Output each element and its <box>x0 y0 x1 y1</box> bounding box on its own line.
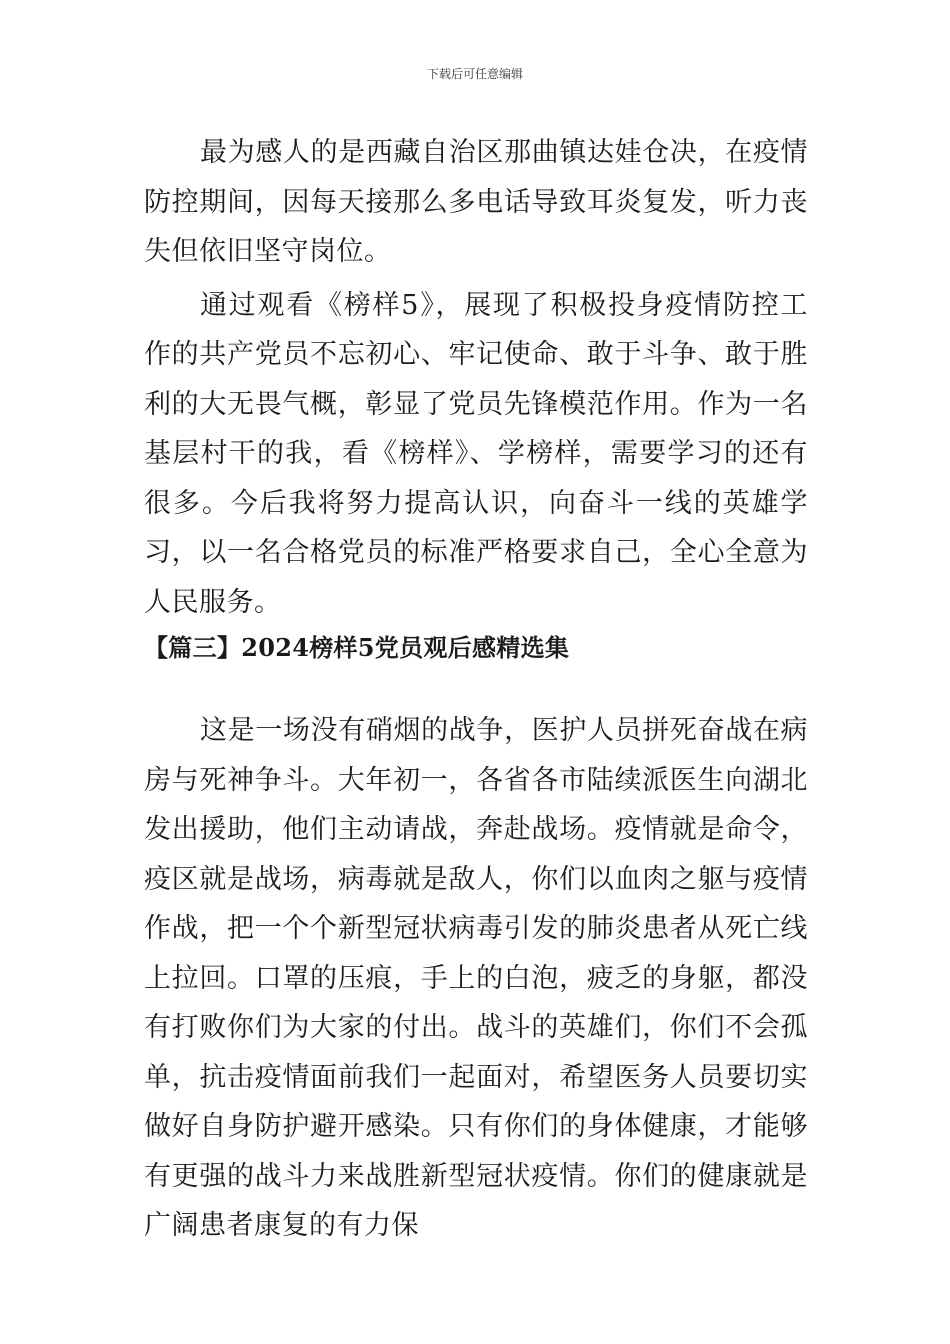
section-heading: 【篇三】2024榜样5党员观后感精选集 <box>144 633 570 662</box>
paragraph-1: 最为感人的是西藏自治区那曲镇达娃仓决，在疫情防控期间，因每天接那么多电话导致耳炎复发，听力丧失但依旧坚守岗位。 <box>144 137 808 267</box>
document-body <box>144 128 808 1241</box>
section-paragraph: 这是一场没有硝烟的战争，医护人员拼死奋战在病房与死神争斗。大年初一，各省各市陆续派医生向湖北发出援助，他们主动请战，奔赴战场。疫情就是命令，疫区就是战场，病毒就是敌人，你们以血肉之躯与疫情作战，把一个个新型冠状病毒引发的肺炎患者从死亡线上拉回。口罩的压痕，手上的白泡，疲乏的身躯，都没有打败你们为大家的付出。战斗的英雄们，你们不会孤单，抗击疫情面前我们一起面对，希望医务人员要切实做好自身防护避开感染。只有你们的身体健康，才能够有更强的战斗力来战胜新型冠状疫情。你们的健康就是广阔患者康复的有力保 <box>144 715 808 1241</box>
page-header-note: 下载后可任意编辑 <box>426 67 523 81</box>
paragraph-2: 通过观看《榜样5》，展现了积极投身疫情防控工作的共产党员不忘初心、牢记使命、敢于斗争、敢于胜利的大无畏气概，彰显了党员先锋模范作用。作为一名基层村干的我，看《榜样》、学榜样，需要学习的还有很多。今后我将努力提高认识，向奋斗一线的英雄学习，以一名合格党员的标准严格要求自己，全心全意为人民服务。 <box>144 289 808 618</box>
